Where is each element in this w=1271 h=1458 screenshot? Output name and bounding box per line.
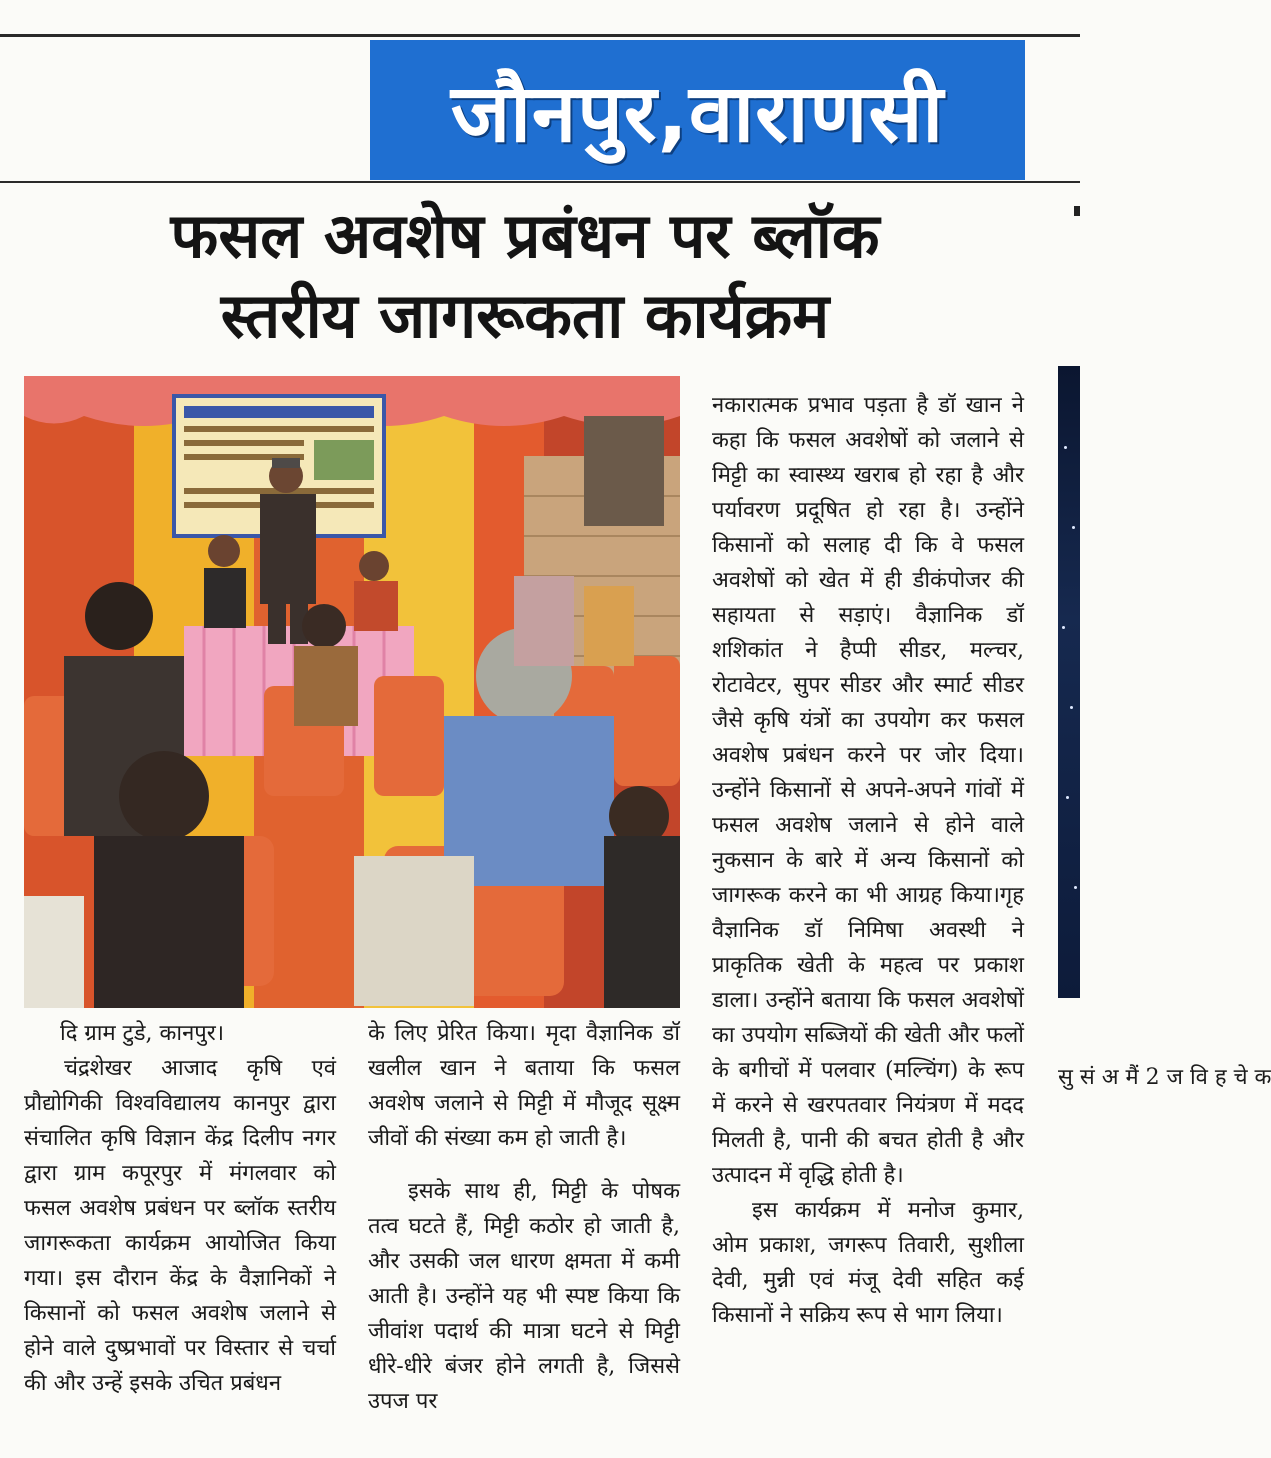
adjacent-article-photo [1058,366,1080,998]
dateline: दि ग्राम टुडे, कानपुर। [60,1021,225,1046]
section-divider [0,181,1080,183]
article-paragraph: नकारात्मक प्रभाव पड़ता है डॉ खान ने कहा कि फसल अवशेषों को जलाने से मिट्टी का स्वास्थ्य खराब हो रहा है और पर्यावरण प्रदूषित हो रहा है। उन्होंने किसानों को सलाह दी कि वे फसल अवशेषों को खेत में ही डीकंपोजर की सहायता से सड़ाएं। वैज्ञानिक डॉ शशिकांत ने हैप्पी सीडर, मल्चर, रोटावेटर, सुपर सीडर और स्मार्ट सीडर जैसे कृषि यंत्रों का उपयोग कर फसल अवशेष प्रबंधन करने पर जोर दिया। उन्होंने किसानों से अपने-अपने गांवों में फसल अवशेष जलाने से होने वाले नुकसान के बारे में अन्य किसानों को जागरूक करने का भी आग्रह किया।गृह वैज्ञानिक डॉ निमिषा अवस्थी ने प्राकृतिक खेती के महत्व पर प्रकाश डाला। उन्होंने बताया कि फसल अवशेषों का उपयोग सब्जियों की खेती और फलों के बगीचों में पलवार (मल्चिंग) के रूप में करने से खरपतवार नियंत्रण में मदद मिलती है, पानी की बचत होती है और उत्पादन में वृद्धि होती है। [712,393,1024,1188]
article-column-1 [24,1016,336,1401]
article-paragraph: चंद्रशेखर आजाद कृषि एवं प्रौद्योगिकी विश्वविद्यालय कानपुर द्वारा संचालित कृषि विज्ञान केंद्र दिलीप नगर द्वारा ग्राम कपूरपुर में मंगलवार को फसल अवशेष प्रबंधन पर ब्लॉक स्तरीय जागरूकता कार्यक्रम आयोजित किया गया। इस दौरान केंद्र के वैज्ञानिकों ने किसानों को फसल अवशेष जलाने से होने वाले दुष्प्रभावों पर विस्तार से चर्चा की और उन्हें इसके उचित प्रबंधन [24,1056,336,1396]
article-column-3 [712,388,1024,1333]
headline-line-2: स्तरीय जागरूकता कार्यक्रम [220,279,830,352]
section-banner [370,40,1025,180]
section-title: जौनपुर,वाराणसी [450,66,945,160]
adjacent-article-edge [1074,206,1080,216]
article-photo [24,376,680,1008]
article-paragraph: इसके साथ ही, मिट्टी के पोषक तत्व घटते हैं, मिट्टी कठोर हो जाती है, और उसकी जल धारण क्षमता में कमी आती है। उन्होंने यह भी स्पष्ट किया कि जीवांश पदार्थ की मात्रा घटने से मिट्टी धीरे-धीरे बंजर होने लगती है, जिससे उपज पर [368,1179,680,1414]
article-paragraph: के लिए प्रेरित किया। मृदा वैज्ञानिक डॉ खलील खान ने बताया कि फसल अवशेष जलाने से मिट्टी में मौजूद सूक्ष्म जीवों की संख्या कम हो जाती है। [368,1021,680,1151]
headline-line-1: फसल अवशेष प्रबंधन पर ब्लॉक [170,199,880,272]
article-column-2 [368,1016,680,1419]
top-rule [0,34,1080,37]
adjacent-article-text: सु सं अ मैं 2 ज वि ह चे क [1058,1065,1271,1090]
article-headline [110,196,940,356]
photo-illustration [24,376,680,1008]
article-paragraph: इस कार्यक्रम में मनोज कुमार, ओम प्रकाश, जगरूप तिवारी, सुशीला देवी, मुन्नी एवं मंजू देवी सहित कई किसानों ने सक्रिय रूप से भाग लिया। [712,1198,1024,1328]
